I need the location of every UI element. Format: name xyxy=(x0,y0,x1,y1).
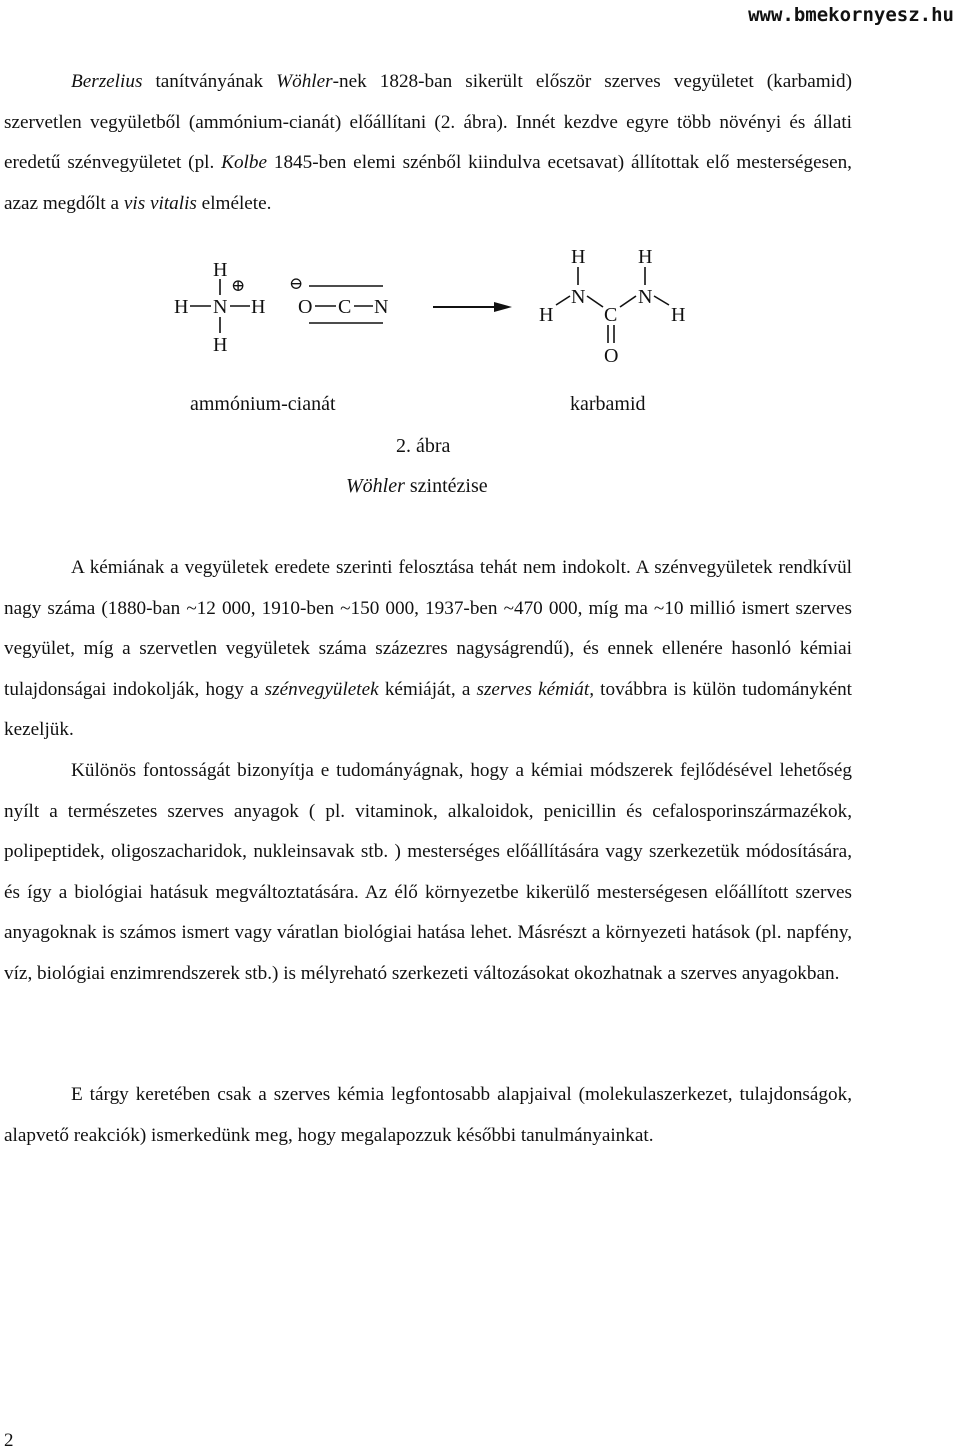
urea-molecule xyxy=(539,246,685,367)
page-number: 2 xyxy=(4,1430,14,1451)
text: A kémiának a vegyületek eredete szerinti felosztása tehát nem indokolt. A szénvegyületek rendkívül nagy száma (1880-ban ~12 000, 1910-ben ~150 000, 1937-ben ~470 000, míg ma ~10 millió ismert szerves vegyület, míg a szervetlen vegyületek száma százezres nagyságrendű), és ennek ellenére hasonló kémiai tulajdonságai indokolják, hogy a xyxy=(4,557,852,700)
paragraph-scope: E tárgy keretében csak a szerves kémia legfontosabb alapjaival (molekulaszerkezet, tulajdonságok, alapvető reakciók) ismerkedünk meg, hogy megalapozzuk későbbi tanulmányainkat. xyxy=(4,1084,852,1146)
product-label: karbamid xyxy=(570,393,646,415)
ammonium-ion xyxy=(174,259,265,356)
caption-text: szintézise xyxy=(404,475,488,497)
text: továbbra is külön tudományként kezeljük. xyxy=(4,678,853,740)
atom-h: H xyxy=(174,296,189,318)
atom-h: H xyxy=(539,304,554,326)
atom-n: N xyxy=(374,296,389,318)
site-url: www.bmekornyesz.hu xyxy=(748,4,954,26)
atom-h: H xyxy=(638,246,653,268)
reaction-arrow-icon xyxy=(433,302,512,312)
bond xyxy=(620,296,636,307)
name-kolbe: Kolbe xyxy=(221,152,267,173)
atom-o: O xyxy=(604,345,619,367)
reaction-scheme xyxy=(0,235,960,395)
text: 1845-ben elemi szénből kiindulva ecetsavat) állítottak elő mesterségesen, azaz megdőlt a xyxy=(4,152,852,214)
atom-c: C xyxy=(604,304,618,326)
atom-h: H xyxy=(671,304,686,326)
atom-o: O xyxy=(298,296,313,318)
paragraph-importance: Különös fontosságát bizonyítja e tudományágnak, hogy a kémiai módszerek fejlődésével lehetőség nyílt a természetes szerves anyagok ( pl. vitaminok, alkaloidok, penicillin és cefalosporinszármazékok, polipeptidek, oligoszacharidok, nukleinsavak stb. ) mesterséges előállítására vagy szerkezetük módosítására, és így a biológiai hatásuk megváltoztatására. Az élő környezetbe kikerülő mesterségesen előállított szerves anyagoknak is számos ismert vagy váratlan biológiai hatása lehet. Másrészt a környezeti hatások (pl. napfény, víz, biológiai enzimrendszerek stb.) is mélyreható szerkezeti változásokat okozhatnak a szerves anyagokban. xyxy=(4,760,852,984)
atom-n: N xyxy=(571,286,586,308)
atom-h: H xyxy=(251,296,266,318)
figure-number: 2. ábra xyxy=(396,435,451,457)
paragraph-classification xyxy=(4,548,852,751)
atom-n: N xyxy=(213,296,228,318)
positive-charge-icon: ⊕ xyxy=(231,276,246,295)
bond xyxy=(654,296,669,305)
text: kémiáját, a xyxy=(378,678,477,700)
bond xyxy=(556,296,570,305)
reactant-label: ammónium-cianát xyxy=(190,393,336,415)
figure-caption xyxy=(346,475,488,498)
caption-name: Wöhler xyxy=(346,475,405,497)
figure-wohler-synthesis xyxy=(0,235,960,535)
cyanate-ion xyxy=(289,274,388,323)
name-wohler: Wöhler xyxy=(276,71,333,92)
atom-h: H xyxy=(213,259,228,281)
atom-h: H xyxy=(213,334,228,356)
text: -nek 1828-ban sikerült először szerves vegyületet (karbamid) szervetlen vegyületből (ammónium-cianát) előállítani (2. ábra). Innét kezdve egyre több növényi és állati eredetű szénvegyületet (pl. xyxy=(4,71,852,173)
term-szenvegyuletek: szénvegyületek xyxy=(264,678,379,700)
paragraph-intro xyxy=(4,62,852,224)
name-berzelius: Berzelius xyxy=(71,71,143,92)
text: elmélete. xyxy=(196,192,272,214)
text: tanítványának xyxy=(142,71,277,92)
bond xyxy=(587,296,603,307)
term-vis-vitalis: vis vitalis xyxy=(123,192,197,214)
term-szerves-kemia: szerves kémiát, xyxy=(476,678,595,700)
atom-h: H xyxy=(571,246,586,268)
atom-c: C xyxy=(338,296,352,318)
negative-charge-icon: ⊖ xyxy=(289,274,304,293)
atom-n: N xyxy=(638,286,653,308)
